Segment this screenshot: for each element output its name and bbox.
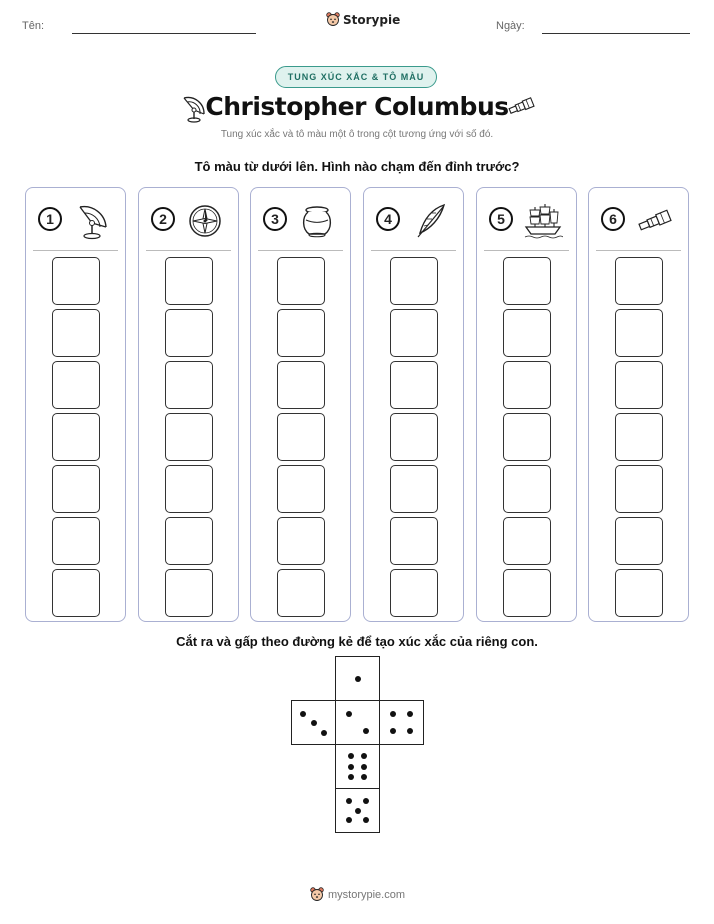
dice-pip <box>355 808 361 814</box>
page-subtitle: Tung xúc xắc và tô màu một ô trong cột tương ứng với số đó. <box>220 129 494 140</box>
dice-face <box>379 700 424 745</box>
color-box[interactable] <box>503 569 551 617</box>
color-box[interactable] <box>165 309 213 357</box>
column-5 <box>476 187 577 622</box>
color-box[interactable] <box>390 309 438 357</box>
color-box[interactable] <box>165 517 213 565</box>
quill-icon <box>410 201 450 241</box>
dice-pip <box>300 711 306 717</box>
dice-pip <box>321 730 327 736</box>
dice-pip <box>346 817 352 823</box>
color-box[interactable] <box>165 361 213 409</box>
column-number: 6 <box>601 207 625 231</box>
color-box[interactable] <box>277 465 325 513</box>
footer-url[interactable]: mystorypie.com <box>328 889 406 901</box>
dice-pip <box>363 817 369 823</box>
color-box[interactable] <box>390 361 438 409</box>
column-number: 4 <box>376 207 400 231</box>
dice-pip <box>363 728 369 734</box>
dice-pip <box>390 728 396 734</box>
dice-pip <box>407 711 413 717</box>
bear-logo-icon <box>326 12 340 28</box>
color-box[interactable] <box>503 465 551 513</box>
dice-pip <box>361 774 367 780</box>
dice-pip <box>348 774 354 780</box>
column-3 <box>250 187 351 622</box>
dice-pip <box>361 764 367 770</box>
color-box[interactable] <box>615 309 663 357</box>
color-box[interactable] <box>503 257 551 305</box>
telescope-icon <box>635 201 675 241</box>
color-box[interactable] <box>52 517 100 565</box>
ship-icon <box>523 201 563 241</box>
name-line[interactable] <box>72 33 256 34</box>
dice-instruction: Cắt ra và gấp theo đường kẻ để tạo xúc xắc của riêng con. <box>176 634 538 649</box>
page-title: Christopher Columbus <box>205 92 509 121</box>
activity-badge: TUNG XÚC XẮC & TÔ MÀU <box>275 66 437 88</box>
dice-pip <box>311 720 317 726</box>
date-label: Ngày: <box>496 20 525 32</box>
color-box[interactable] <box>390 257 438 305</box>
color-box[interactable] <box>503 517 551 565</box>
color-box[interactable] <box>277 361 325 409</box>
color-box[interactable] <box>615 257 663 305</box>
column-4 <box>363 187 464 622</box>
color-box[interactable] <box>277 569 325 617</box>
dice-face <box>335 656 380 701</box>
color-box[interactable] <box>615 517 663 565</box>
dice-pip <box>346 711 352 717</box>
sextant-icon <box>72 201 112 241</box>
pot-icon <box>297 201 337 241</box>
color-box[interactable] <box>165 413 213 461</box>
dice-face <box>335 788 380 833</box>
bear-logo-icon <box>310 887 324 903</box>
date-line[interactable] <box>542 33 690 34</box>
color-box[interactable] <box>615 465 663 513</box>
column-number: 2 <box>151 207 175 231</box>
color-box[interactable] <box>390 569 438 617</box>
dice-pip <box>363 798 369 804</box>
color-box[interactable] <box>615 569 663 617</box>
name-label: Tên: <box>22 20 45 32</box>
color-box[interactable] <box>52 361 100 409</box>
color-box[interactable] <box>503 361 551 409</box>
color-box[interactable] <box>52 465 100 513</box>
dice-pip <box>361 753 367 759</box>
dice-pip <box>346 798 352 804</box>
storypie-logo <box>326 12 400 28</box>
column-number: 1 <box>38 207 62 231</box>
footer <box>310 887 405 903</box>
color-box[interactable] <box>503 413 551 461</box>
dice-face <box>335 744 380 789</box>
color-box[interactable] <box>165 465 213 513</box>
dice-pip <box>407 728 413 734</box>
telescope-icon <box>506 95 536 117</box>
color-box[interactable] <box>277 257 325 305</box>
color-box[interactable] <box>52 257 100 305</box>
column-6 <box>588 187 689 622</box>
color-box[interactable] <box>52 309 100 357</box>
color-box[interactable] <box>390 413 438 461</box>
color-box[interactable] <box>277 413 325 461</box>
color-box[interactable] <box>390 517 438 565</box>
color-box[interactable] <box>52 569 100 617</box>
dice-pip <box>348 764 354 770</box>
color-box[interactable] <box>615 413 663 461</box>
column-1 <box>25 187 126 622</box>
color-box[interactable] <box>277 309 325 357</box>
color-box[interactable] <box>165 569 213 617</box>
color-box[interactable] <box>390 465 438 513</box>
color-box[interactable] <box>615 361 663 409</box>
dice-pip <box>348 753 354 759</box>
column-2 <box>138 187 239 622</box>
color-box[interactable] <box>277 517 325 565</box>
color-box[interactable] <box>52 413 100 461</box>
dice-pip <box>355 676 361 682</box>
dice-face <box>335 700 380 745</box>
coloring-instruction: Tô màu từ dưới lên. Hình nào chạm đến đỉnh trước? <box>194 159 520 174</box>
column-number: 3 <box>263 207 287 231</box>
color-box[interactable] <box>165 257 213 305</box>
color-box[interactable] <box>503 309 551 357</box>
dice-face <box>291 700 336 745</box>
brand-name: Storypie <box>343 13 401 27</box>
compass-icon <box>185 201 225 241</box>
column-number: 5 <box>489 207 513 231</box>
dice-pip <box>390 711 396 717</box>
